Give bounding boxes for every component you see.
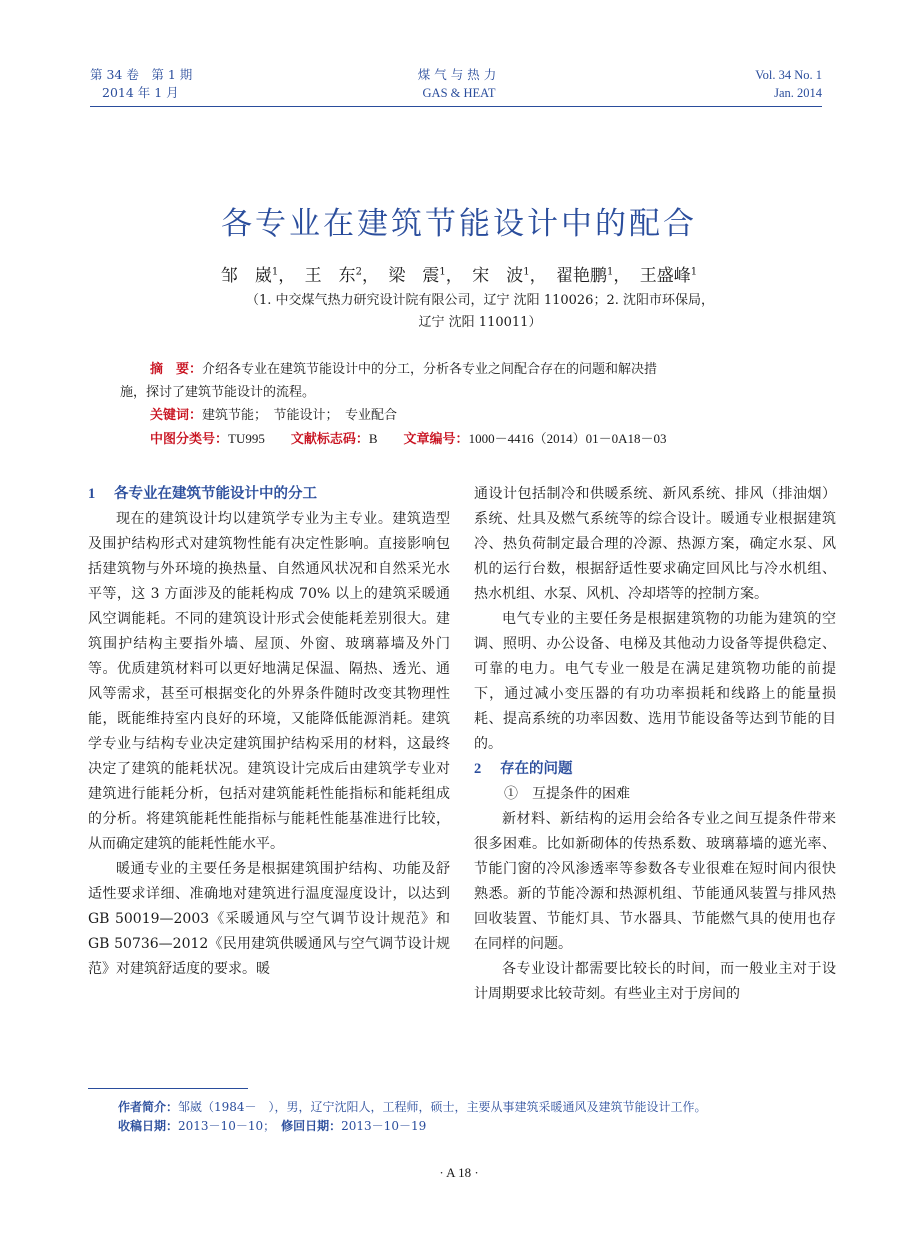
author: 王盛峰$^1$ xyxy=(639,266,698,286)
footnote-rule xyxy=(88,1088,248,1089)
affiliation xyxy=(160,290,800,334)
subheading-1: ① 互提条件的困难 xyxy=(504,786,630,802)
page-number: · A 18 · xyxy=(439,1165,479,1180)
paragraph-conditions: 新材料、新结构的运用会给各专业之间互提条件带来很多困难。比如新砌体的传热系数、玻璃幕墙的遮光率、节能门窗的冷风渗透率等参数各专业很难在短时间内很快熟悉。新的节能冷源和热源机组、节能通风装置与排风热回收装置、节能灯具、节水器具、节能燃气具的使用也存在同样的问题。 xyxy=(474,811,836,952)
abstract-text-2: 施，探讨了建筑节能设计的流程。 xyxy=(120,385,316,400)
volume-issue-en: Vol. 34 No. 1 xyxy=(755,68,822,82)
doc-code-label: 文献标志码： xyxy=(290,432,369,447)
date-en: Jan. 2014 xyxy=(774,86,822,100)
article-no-label: 文章编号： xyxy=(403,432,469,447)
paragraph-hvac-cont: 通设计包括制冷和供暖系统、新风系统、排风（排油烟）系统、灶具及燃气系统等的综合设计。暖通专业根据建筑冷、热负荷制定最合理的冷源、热源方案，确定水泵、风机的运行台数，根据舒适性要求确定回风比与冷水机组、热水机组、水泵、风机、冷却塔等的控制方案。 xyxy=(474,486,836,602)
doc-code: B xyxy=(368,431,378,446)
paragraph-hvac: 暖通专业的主要任务是根据建筑围护结构、功能及舒适性要求详细、准确地对建筑进行温度湿度设计，以达到 GB 50019—2003《采暖通风与空气调节设计规范》和 GB 50736—2012《民用建筑供暖通风与空气调节设计规范》对建筑舒适度的要求。暖 xyxy=(88,861,450,977)
header-rule xyxy=(90,106,822,107)
keywords-label: 关键词： xyxy=(150,408,203,423)
article-no: 1000－4416（2014）01－0A18－03 xyxy=(468,431,667,446)
section-heading-1: 1 各专业在建筑节能设计中的分工 xyxy=(88,486,317,502)
footnote xyxy=(118,1098,707,1136)
affiliation-line-1: （1. 中交煤气热力研究设计院有限公司，辽宁 沈阳 110026；2. 沈阳市环保局， xyxy=(246,293,714,308)
date-cn: 2014 年 1 月 xyxy=(102,85,179,100)
abstract-text-1: 介绍各专业在建筑节能设计中的分工，分析各专业之间配合存在的问题和解决措 xyxy=(202,362,658,377)
author-bio: 作者简介：邹崴（1984－ ），男，辽宁沈阳人，工程师，硕士，主要从事建筑采暖通风及建筑节能设计工作。 xyxy=(118,1100,707,1114)
paragraph-schedule: 各专业设计都需要比较长的时间，而一般业主对于设计周期要求比较苛刻。有些业主对于房间的 xyxy=(474,961,836,1002)
paragraph-electrical: 电气专业的主要任务是根据建筑物的功能为建筑的空调、照明、办公设备、电梯及其他动力设备等提供稳定、可靠的电力。电气专业一般是在满足建筑物功能的前提下，通过减小变压器的有功功率损耗和线路上的能量损耗、提高系统的功率因数、选用节能设备等达到节能的目的。 xyxy=(474,611,836,752)
dates-line: 收稿日期：2013－10－10； 修回日期：2013－10－19 xyxy=(118,1119,427,1133)
volume-issue-cn: 第 34 卷 第 1 期 xyxy=(90,67,193,82)
section-heading-2: 2 存在的问题 xyxy=(474,761,573,777)
paragraph-architecture: 现在的建筑设计均以建筑学专业为主专业。建筑造型及围护结构形式对建筑物性能有决定性影响。直接影响包括建筑物与外环境的换热量、自然通风状况和自然采光水平等，这 3 方面涉及的能耗构成 70% 以上的建筑采暖通风空调能耗。不同的建筑设计形式会使能耗差别很大。建筑围护结构主要指外墙、屋顶、外窗、玻璃幕墙及外门等。优质建筑材料可以更好地满足保温、隔热、透光、通风等需求，甚至可根据变化的外界条件随时改变其物理性能，既能维持室内良好的环境，又能降低能源消耗。建筑学专业与结构专业决定建筑围护结构采用的材料，这最终决定了建筑的能耗状况。建筑设计完成后由建筑学专业对建筑进行能耗分析，包括对建筑能耗性能指标和能耗组成的分析。将建筑能耗性能指标与能耗性能基准进行比较，从而确定建筑的能耗性能水平。 xyxy=(88,511,450,852)
abstract-line-1 xyxy=(120,358,810,381)
author: 翟艳鹏$^1$， xyxy=(555,266,631,286)
article-title: 各专业在建筑节能设计中的配合 xyxy=(221,206,697,242)
affiliation-line-2: 辽宁 沈阳 110011） xyxy=(418,315,542,330)
abstract-label: 摘 要： xyxy=(150,362,203,377)
header-volume-en xyxy=(755,66,822,102)
classification-line xyxy=(120,427,810,451)
column-right xyxy=(474,482,836,1007)
journal-name-cn: 煤气与热力 xyxy=(417,67,501,82)
author: 王 东$^2$， xyxy=(304,266,380,286)
abstract-block xyxy=(120,358,810,451)
column-left xyxy=(88,482,450,982)
author: 宋 波$^1$， xyxy=(472,266,547,286)
author: 邹 崴$^1$， xyxy=(220,266,296,286)
keywords-line xyxy=(120,404,810,427)
clc-code: TU995 xyxy=(228,431,265,446)
author-list xyxy=(0,261,918,286)
clc-label: 中图分类号： xyxy=(150,432,229,447)
author: 梁 震$^1$， xyxy=(388,266,463,286)
journal-name-en: GAS & HEAT xyxy=(422,86,496,100)
keywords: 建筑节能； 节能设计； 专业配合 xyxy=(202,408,398,423)
